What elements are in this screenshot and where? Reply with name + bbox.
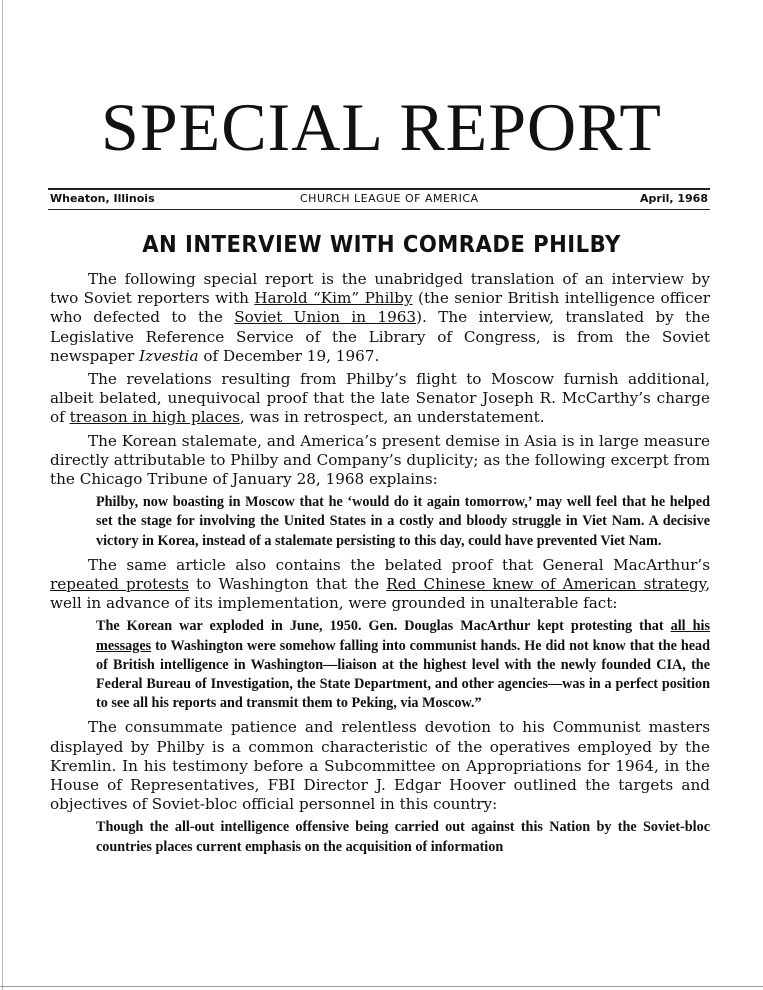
dateline-rule-bottom (48, 209, 710, 210)
p4-underline-red-chinese: Red Chinese knew of American strategy (386, 575, 706, 594)
p1-underline-philby: Harold “Kim” Philby (254, 289, 413, 308)
p4-text-b: to Washington that the (188, 575, 387, 594)
scan-edge-bottom (0, 986, 763, 987)
paragraph-4 (50, 556, 710, 614)
p2-underline-treason: treason in high places (69, 408, 240, 427)
p2-text-a: The revelations resulting from Philby’s flight to Moscow furnish additional, albeit belated, unequivocal proof that the late Senator Joseph R. McCarthy’s charge of (50, 370, 710, 427)
p1-text-c: ). The interview, translated by the Legislative Reference Service of the Library of Congress, is from the Soviet newspaper (50, 308, 711, 365)
p1-underline-soviet-union: Soviet Union in 1963 (234, 308, 417, 327)
paragraph-3: The Korean stalemate, and America’s present demise in Asia is in large measure directly attributable to Philby and Company’s duplicity; as the following excerpt from the Chicago Tribune of January 28, 1968 explains: (50, 431, 710, 489)
quote-3: Though the all-out intelligence offensive being carried out against this Nation by the Soviet-bloc countries places current emphasis on the acquisition of information (96, 819, 710, 855)
quote-2 (96, 617, 710, 713)
article-body (50, 270, 710, 862)
p1-newspaper-name: Izvestia (139, 346, 199, 365)
quote-1: Philby, now boasting in Moscow that he ‘would do it again tomorrow,’ may well feel that he helped set the stage for involving the United States in a costly and bloody struggle in Viet Nam. A decisive victory in Korea, instead of a stalemate persisting to this day, could have prevented Viet Nam. (96, 494, 710, 549)
paragraph-2 (50, 370, 710, 428)
dateline (50, 192, 708, 208)
masthead-title: SPECIAL REPORT (101, 89, 662, 165)
dateline-location: Wheaton, Illinois (50, 192, 155, 205)
paragraph-5: The consummate patience and relentless devotion to his Communist masters displayed by Philby is a common characteristic of the operatives employed by the Kremlin. In his testimony before a Subcommittee on Appropriations for 1964, in the House of Representatives, FBI Director J. Edgar Hoover outlined the targets and objectives of Soviet-bloc official personnel in this country: (50, 718, 710, 814)
p4-underline-protests: repeated protests (50, 575, 189, 594)
q2-text-a: The Korean war exploded in June, 1950. Gen. Douglas MacArthur kept protesting that (96, 618, 671, 635)
q2-underline-messages: all his messages (96, 618, 710, 654)
dateline-rule-top (48, 188, 710, 190)
dateline-date: April, 1968 (640, 192, 708, 205)
p4-text-c: , well in advance of its implementation, were grounded in unalterable fact: (50, 575, 711, 613)
p2-text-b: , was in retrospect, an understatement. (239, 408, 545, 427)
p1-text-d: of December 19, 1967. (198, 346, 380, 365)
paragraph-1 (50, 270, 710, 366)
q2-text-b: to Washington were somehow falling into communist hands. He did not know that the head of British intelligence in Washington—liaison at the highest level with the newly founded CIA, the Federal Bureau of Investigation, the State Department, and other agencies—was in a perfect position to see all his reports and transmit them to Peking, via Moscow.” (96, 637, 710, 712)
article-headline: AN INTERVIEW WITH COMRADE PHILBY (142, 232, 621, 258)
p4-text-a: The same article also contains the belated proof that General MacArthur’s (88, 555, 710, 574)
dateline-organization: CHURCH LEAGUE OF AMERICA (300, 192, 479, 205)
p1-text-a: The following special report is the unabridged translation of an interview by two Soviet reporters with (50, 270, 710, 308)
p1-text-b: (the senior British intelligence officer who defected to the (50, 289, 710, 327)
